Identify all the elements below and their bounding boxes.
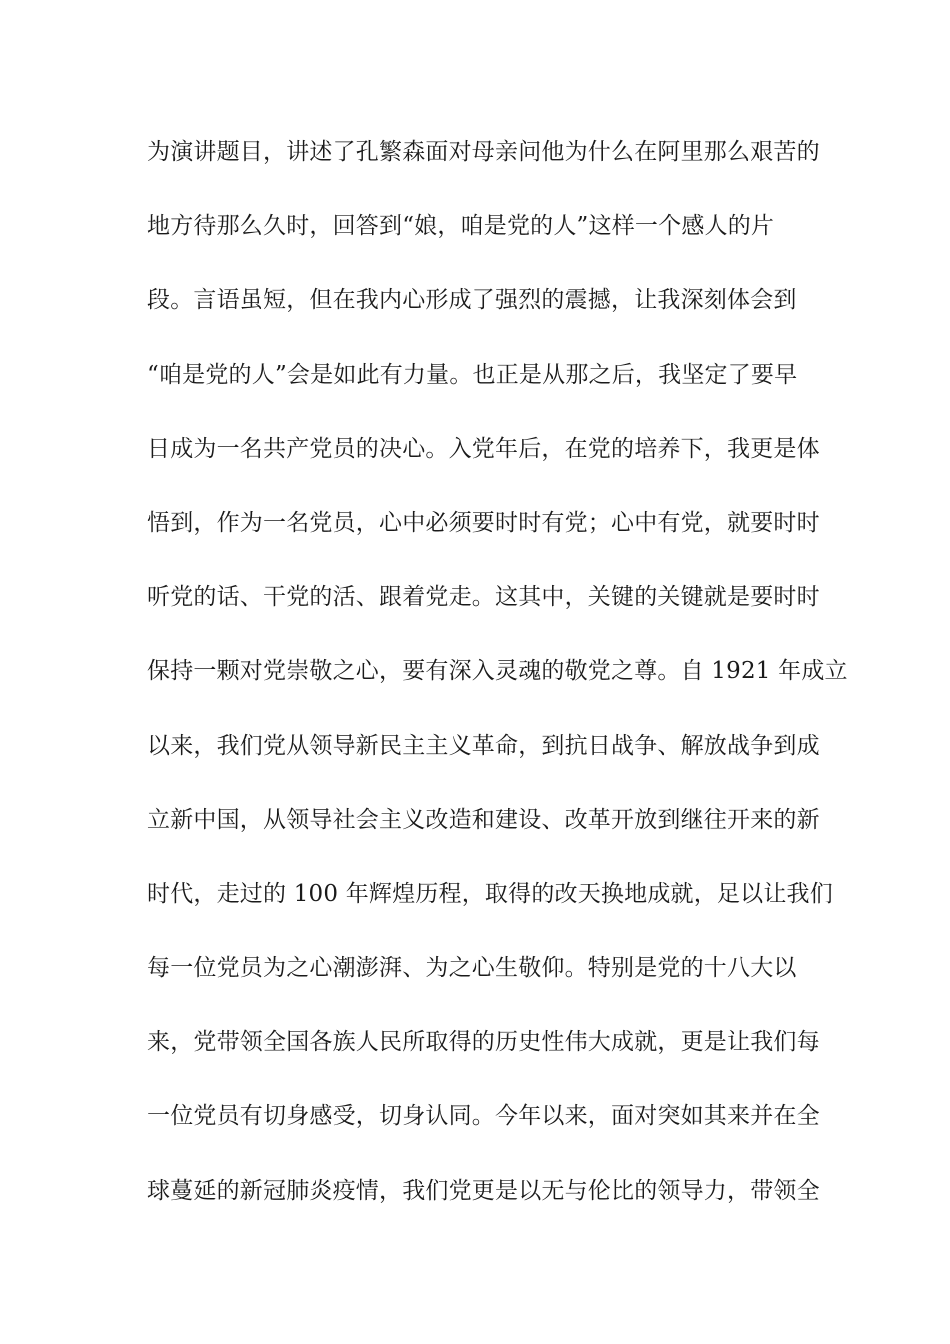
body-text: [147, 130, 848, 1243]
text-line: 地方待那么久时，回答到“娘，咱是党的人”这样一个感人的片: [147, 213, 775, 240]
text-line: 立新中国，从领导社会主义改造和建设、改革开放到继往开来的新: [147, 806, 820, 833]
text-line: 来，党带领全国各族人民所取得的历史性伟大成就，更是让我们每: [147, 1029, 820, 1056]
text-line: 听党的话、干党的活、跟着党走。这其中，关键的关键就是要时时: [147, 584, 820, 611]
text-line: 一位党员有切身感受，切身认同。今年以来，面对突如其来并在全: [147, 1103, 820, 1130]
text-line: 每一位党员为之心潮澎湃、为之心生敬仰。特别是党的十八大以: [147, 955, 797, 982]
text-line: 保持一颗对党崇敬之心，要有深入灵魂的敬党之尊。自 1921 年成立: [147, 658, 848, 685]
text-line: 日成为一名共产党员的决心。入党年后，在党的培养下，我更是体: [147, 435, 820, 462]
text-line: 时代，走过的 100 年辉煌历程，取得的改天换地成就，足以让我们: [147, 880, 833, 907]
text-line: 悟到，作为一名党员，心中必须要时时有党；心中有党，就要时时: [147, 509, 820, 536]
text-line: 段。言语虽短，但在我内心形成了强烈的震撼，让我深刻体会到: [147, 287, 797, 314]
text-line: 以来，我们党从领导新民主主义革命，到抗日战争、解放战争到成: [147, 732, 820, 759]
text-line: 为演讲题目，讲述了孔繁森面对母亲问他为什么在阿里那么艰苦的: [147, 139, 820, 165]
text-line: “咱是党的人”会是如此有力量。也正是从那之后，我坚定了要早: [147, 361, 798, 388]
text-line: 球蔓延的新冠肺炎疫情，我们党更是以无与伦比的领导力，带领全: [147, 1177, 820, 1204]
